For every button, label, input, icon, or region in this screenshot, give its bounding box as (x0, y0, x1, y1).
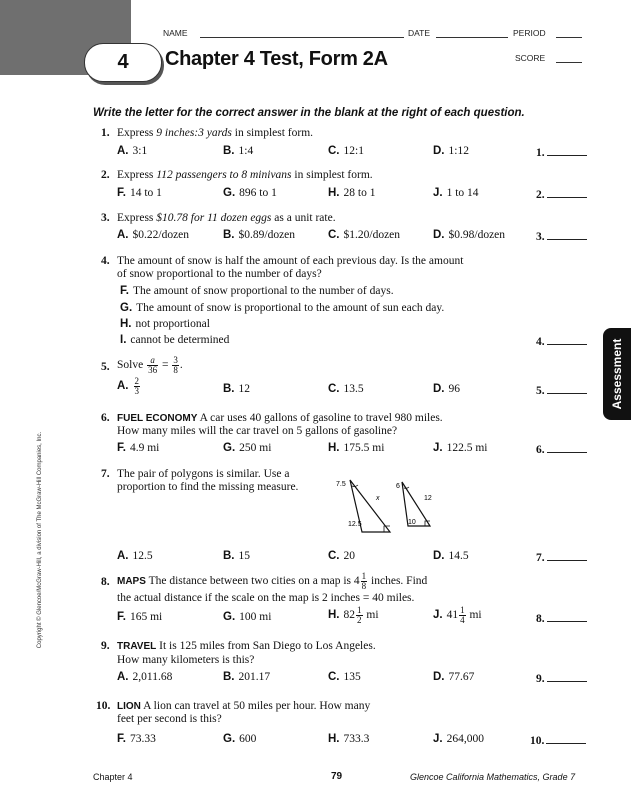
q7-number: 7. (101, 468, 110, 480)
q8-text-line1: MAPS The distance between two cities on a map is 4 $\frac{1}{8}$ inches. Find (117, 571, 428, 591)
q3-option-b: B. $0.89/dozen (223, 229, 296, 241)
q3-number: 3. (101, 212, 110, 224)
assessment-tab (603, 328, 631, 420)
q6-number: 6. (101, 412, 110, 424)
q9-option-b: B. 201.17 (223, 671, 271, 683)
q2-option-f: F. 14 to 1 (117, 187, 162, 199)
q8-option-j: J. 41 $\frac{1}{4}$ mi (433, 605, 482, 625)
q4-text-line2: of snow proportional to the number of days? (117, 268, 322, 280)
label-f: 10 (408, 519, 416, 526)
q4-option-g: G. The amount of snow is proportional to the amount of sun each day. (120, 302, 445, 314)
instructions: Write the letter for the correct answer in the blank at the right of each question. (93, 107, 525, 119)
q10-option-g: G. 600 (223, 733, 257, 745)
q2-text: Express 112 passengers to 8 minivans in simplest form. (117, 169, 373, 181)
q1-number: 1. (101, 127, 110, 139)
q3-option-a: A. $0.22/dozen (117, 229, 190, 241)
q6-option-j: J. 122.5 mi (433, 442, 488, 454)
q7-text-line1: The pair of polygons is similar. Use a (117, 468, 290, 480)
q8-text-line2: the actual distance if the scale on the map is 2 inches = 40 miles. (117, 592, 415, 604)
q7-option-d: D. 14.5 (433, 550, 469, 562)
q8-option-g: G. 100 mi (223, 611, 272, 623)
q7-option-c: C. 20 (328, 550, 355, 562)
q10-option-f: F. 73.33 (117, 733, 156, 745)
period-label: PERIOD (513, 28, 546, 38)
q7-answer-blank[interactable]: 7. (536, 550, 587, 564)
q8-option-h: H. 82 $\frac{1}{2}$ mi (328, 605, 379, 625)
q3-option-d: D. $0.98/dozen (433, 229, 506, 241)
q1-option-a: A. 3:1 (117, 145, 148, 157)
label-a: 7.5 (336, 481, 346, 488)
q9-number: 9. (101, 640, 110, 652)
q8-answer-blank[interactable]: 8. (536, 611, 587, 625)
q5-option-b: B. 12 (223, 383, 250, 395)
q10-option-h: H. 733.3 (328, 733, 370, 745)
q9-option-d: D. 77.67 (433, 671, 475, 683)
q10-text-line1: LION A lion can travel at 50 miles per hour. How many (117, 700, 371, 712)
label-d: 6 (396, 483, 400, 490)
q6-option-h: H. 175.5 mi (328, 442, 385, 454)
q9-text-line2: How many kilometers is this? (117, 654, 255, 666)
page-title: Chapter 4 Test, Form 2A (165, 48, 388, 70)
q8-option-f: F. 165 mi (117, 611, 163, 623)
q2-answer-blank[interactable]: 2. (536, 187, 587, 201)
q3-option-c: C. $1.20/dozen (328, 229, 401, 241)
q9-answer-blank[interactable]: 9. (536, 671, 587, 685)
score-label: SCORE (515, 53, 546, 63)
q4-option-h: H. not proportional (120, 318, 210, 330)
label-e: 12 (424, 495, 432, 502)
name-label: NAME (163, 28, 188, 38)
label-b: x (376, 495, 380, 502)
q4-option-f: F. The amount of snow proportional to the number of days. (120, 285, 394, 297)
q1-option-c: C. 12:1 (328, 145, 364, 157)
q1-answer-blank[interactable]: 1. (536, 145, 587, 159)
q10-option-j: J. 264,000 (433, 733, 484, 745)
q9-option-c: C. 135 (328, 671, 361, 683)
q5-number: 5. (101, 361, 110, 373)
q5-fraction-b: $\frac{3}{8}$ (173, 355, 178, 375)
similar-triangles-figure (330, 470, 450, 540)
q6-text-line2: How many miles will the car travel on 5 gallons of gasoline? (117, 425, 398, 437)
q7-text-line2: proportion to find the missing measure. (117, 481, 299, 493)
footer-chapter: Chapter 4 (93, 772, 133, 782)
q6-answer-blank[interactable]: 6. (536, 442, 587, 456)
q6-option-f: F. 4.9 mi (117, 442, 160, 454)
q5-option-a: A. $\frac{2}{3}$ (117, 376, 139, 396)
q1-option-b: B. 1:4 (223, 145, 254, 157)
q9-text-line1: TRAVEL It is 125 miles from San Diego to Los Angeles. (117, 640, 376, 652)
copyright: Copyright © Glencoe/McGraw-Hill, a division of The McGraw-Hill Companies, Inc. (37, 431, 43, 649)
q6-option-g: G. 250 mi (223, 442, 272, 454)
label-c: 12.5 (348, 521, 362, 528)
q1-option-d: D. 1:12 (433, 145, 469, 157)
q5-text: Solve $\frac{a}{36}$ = $\frac{3}{8}$ . (117, 355, 183, 375)
q5-fraction-a: $\frac{a}{36}$ (148, 355, 158, 375)
period-line[interactable] (556, 37, 582, 38)
footer-book-title: Glencoe California Mathematics, Grade 7 (410, 772, 576, 782)
q4-option-i: I. cannot be determined (120, 334, 230, 346)
chapter-number: 4 (117, 51, 129, 73)
q6-text-line1: FUEL ECONOMY A car uses 40 gallons of gasoline to travel 980 miles. (117, 412, 443, 424)
chapter-tab (84, 43, 162, 82)
footer-page-number: 79 (331, 771, 343, 782)
q9-option-a: A. 2,011.68 (117, 671, 173, 683)
q3-answer-blank[interactable]: 3. (536, 229, 587, 243)
q4-text-line1: The amount of snow is half the amount of each previous day. Is the amount (117, 255, 464, 267)
q2-option-j: J. 1 to 14 (433, 187, 479, 199)
q8-number: 8. (101, 576, 110, 588)
q10-text-line2: feet per second is this? (117, 713, 222, 725)
name-line[interactable] (200, 37, 404, 38)
date-line[interactable] (436, 37, 508, 38)
q3-text: Express $10.78 for 11 dozen eggs as a unit rate. (117, 212, 336, 224)
q7-option-b: B. 15 (223, 550, 250, 562)
q2-option-g: G. 896 to 1 (223, 187, 277, 199)
assessment-label: Assessment (610, 338, 624, 410)
q7-option-a: A. 12.5 (117, 550, 153, 562)
date-label: DATE (408, 28, 431, 38)
q10-number: 10. (96, 700, 111, 712)
q4-number: 4. (101, 255, 110, 267)
q5-option-c: C. 13.5 (328, 383, 364, 395)
score-line[interactable] (556, 62, 582, 63)
q5-answer-blank[interactable]: 5. (536, 383, 587, 397)
q5-option-d: D. 96 (433, 383, 460, 395)
q2-number: 2. (101, 169, 110, 181)
q2-option-h: H. 28 to 1 (328, 187, 376, 199)
q1-text: Express 9 inches:3 yards in simplest form. (117, 127, 314, 139)
q10-answer-blank[interactable]: 10. (530, 733, 586, 747)
q4-answer-blank[interactable]: 4. (536, 334, 587, 348)
